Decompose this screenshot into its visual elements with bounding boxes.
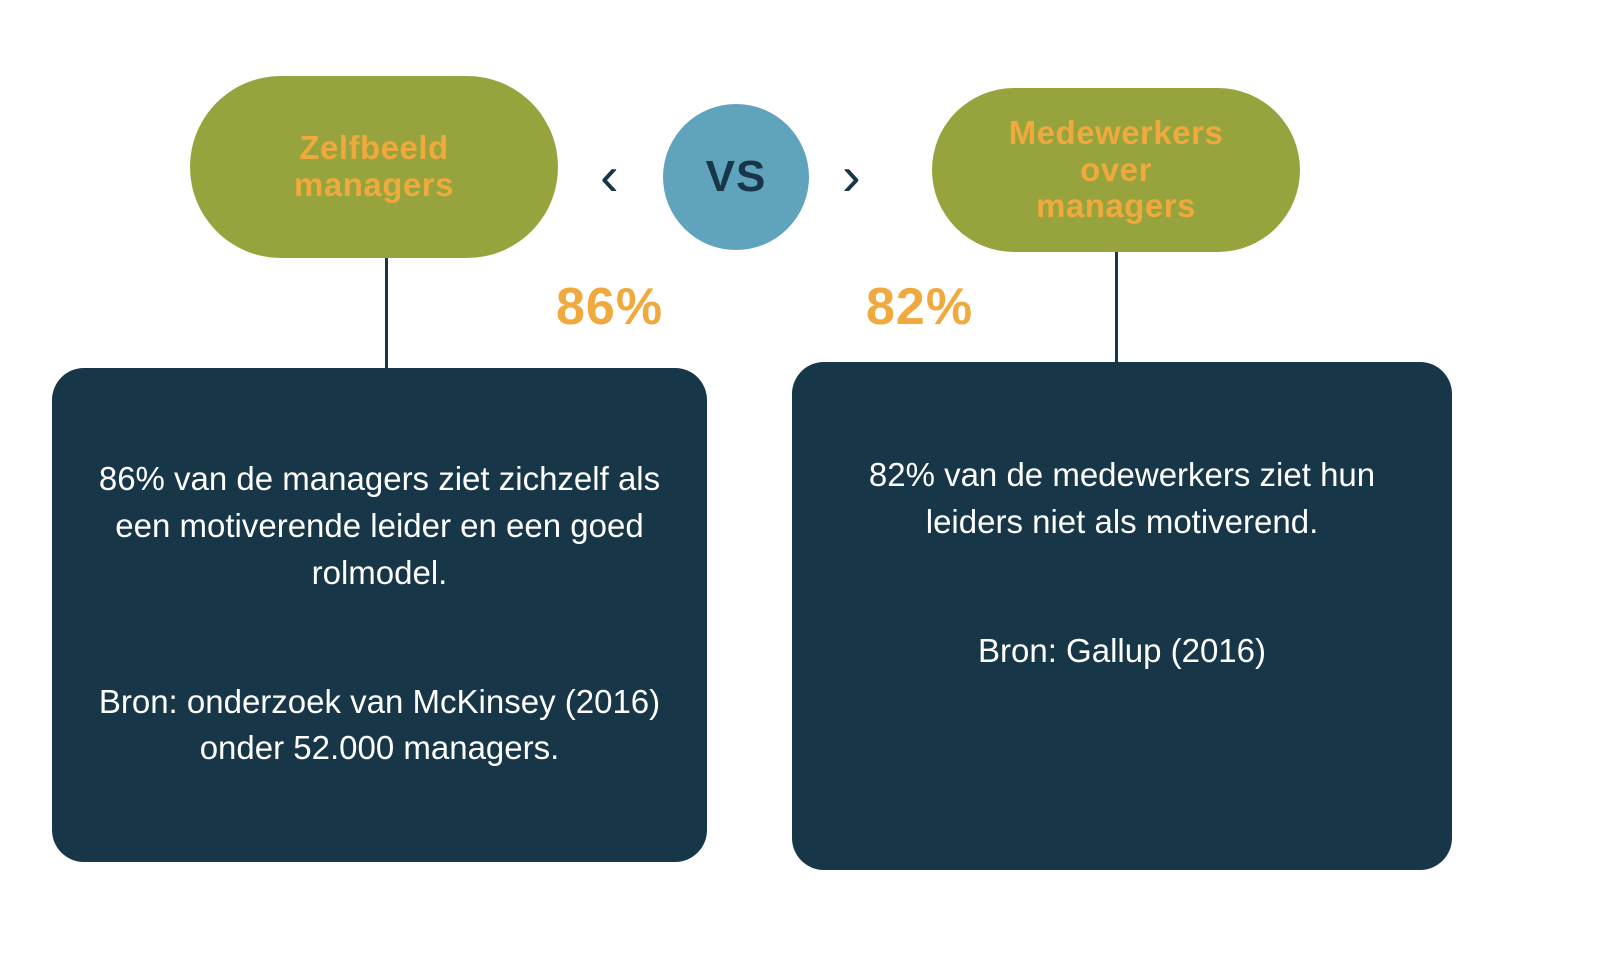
connector-line-left: [385, 252, 388, 372]
connector-line-right: [1115, 248, 1118, 376]
card-left-source: Bron: onderzoek van McKinsey (2016) onder 52.000 managers.: [98, 682, 661, 767]
card-left-statement: 86% van de managers ziet zichzelf als een motiverende leider en een goed rolmodel.: [98, 460, 661, 591]
pill-left-label-line1: Zelfbeeld: [299, 129, 449, 167]
percentage-right: 82%: [866, 278, 974, 336]
pill-medewerkers-over-managers: [932, 88, 1300, 252]
percentage-left: 86%: [556, 278, 664, 336]
pill-left-label-line2: managers: [294, 166, 454, 203]
pill-right-label-line1: Medewerkers: [1008, 113, 1224, 151]
chevron-left-icon: ‹: [600, 144, 619, 207]
pill-right-label-line3: managers: [1036, 187, 1196, 225]
chevron-right-icon: ›: [842, 144, 861, 207]
card-managers: [52, 368, 707, 862]
card-right-source: Bron: Gallup (2016): [978, 631, 1266, 669]
pill-zelfbeeld-managers: [190, 76, 558, 258]
vs-badge: VS: [663, 104, 809, 250]
card-right-statement: 82% van de medewerkers ziet hun leiders niet als motiverend.: [868, 456, 1376, 540]
pill-right-label-line2: over: [1080, 150, 1152, 188]
card-medewerkers: [792, 362, 1452, 870]
